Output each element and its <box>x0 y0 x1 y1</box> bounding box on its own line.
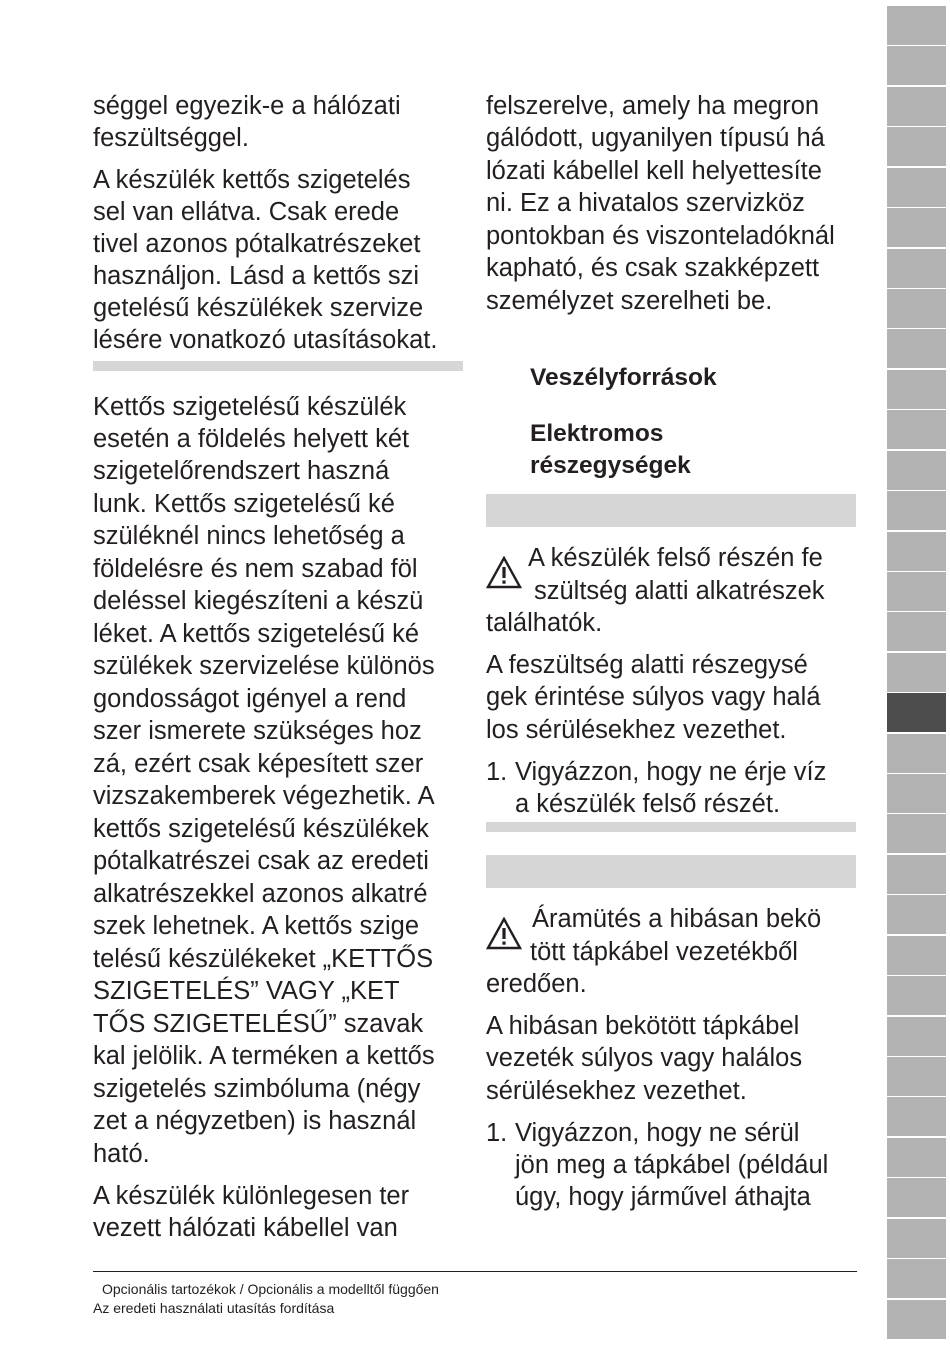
chapter-tab <box>887 1017 946 1056</box>
text-line: gálódott, ugyanilyen típusú há <box>486 124 825 152</box>
text-line: szer ismerete szükséges hoz <box>93 717 422 745</box>
section-band <box>486 494 856 527</box>
warning-text-line: Áramütés a hibásan bekö <box>532 905 822 933</box>
text-line: kapható, és csak szakképzett <box>486 254 820 282</box>
text-line: kettős szigetelésű készülékek <box>93 815 429 843</box>
list-item-line: Vigyázzon, hogy ne sérül <box>515 1119 800 1147</box>
chapter-tab <box>887 774 946 813</box>
chapter-tab-strip <box>887 6 946 1340</box>
chapter-tab <box>887 895 946 934</box>
text-line: kal jelölik. A terméken a kettős <box>93 1042 435 1070</box>
chapter-tab <box>887 1057 946 1096</box>
text-line: személyzet szerelheti be. <box>486 287 773 315</box>
text-line: használjon. Lásd a kettős szi <box>93 262 420 290</box>
chapter-tab <box>887 855 946 894</box>
text-line: léket. A kettős szigetelésű ké <box>93 620 420 648</box>
chapter-tab <box>887 532 946 571</box>
section-heading: Veszélyforrások <box>530 364 717 391</box>
chapter-tab <box>887 936 946 975</box>
chapter-tab <box>887 491 946 530</box>
text-line: pontokban és viszonteladóknál <box>486 222 835 250</box>
chapter-tab <box>887 653 946 692</box>
text-line: szüléknél nincs lehetőség a <box>93 522 405 550</box>
text-line: szigetelőrendszert haszná <box>93 457 390 485</box>
chapter-tab <box>887 1138 946 1177</box>
text-line: szigetelés szimbóluma (négy <box>93 1075 421 1103</box>
text-line: séggel egyezik-e a hálózati <box>93 92 401 120</box>
text-line: zet a négyzetben) is használ <box>93 1107 417 1135</box>
chapter-tab <box>887 734 946 773</box>
text-line: sel van ellátva. Csak erede <box>93 198 400 226</box>
text-line: lózati kábellel kell helyettesíte <box>486 157 822 185</box>
chapter-tab <box>887 451 946 490</box>
text-line: A hibásan bekötött tápkábel <box>486 1012 800 1040</box>
chapter-tab <box>887 127 946 166</box>
text-line: gondosságot igényel a rend <box>93 685 407 713</box>
text-line: zá, ezért csak képesített szer <box>93 750 424 778</box>
list-number: 1. <box>486 1119 508 1147</box>
text-line: ható. <box>93 1140 150 1168</box>
footer-rule <box>93 1271 857 1272</box>
chapter-tab <box>887 1300 946 1339</box>
text-line: ni. Ez a hivatalos szervizköz <box>486 189 805 217</box>
chapter-tab <box>887 814 946 853</box>
text-line: gek érintése súlyos vagy halá <box>486 683 821 711</box>
subsection-heading: Elektromos <box>530 420 664 447</box>
divider-band <box>93 361 463 371</box>
list-item-line: úgy, hogy járművel áthajta <box>515 1183 811 1211</box>
text-line: szülékek szervizelése különös <box>93 652 435 680</box>
text-line: A készülék különlegesen ter <box>93 1182 410 1210</box>
text-line: A feszültség alatti részegysé <box>486 651 808 679</box>
chapter-tab <box>887 168 946 207</box>
text-line: felszerelve, amely ha megron <box>486 92 820 120</box>
chapter-tab-active <box>887 693 946 732</box>
footer-note: Opcionális tartozékok / Opcionális a modelltől függően <box>102 1281 439 1297</box>
text-line: SZIGETELÉS” VAGY „KET <box>93 977 400 1005</box>
list-item-line: Vigyázzon, hogy ne érje víz <box>515 758 827 786</box>
list-item-line: a készülék felső részét. <box>515 790 781 818</box>
chapter-tab <box>887 329 946 368</box>
chapter-tab <box>887 976 946 1015</box>
text-line: vizszakemberek végezhetik. A <box>93 782 435 810</box>
text-line: A készülék kettős szigetelés <box>93 166 411 194</box>
subsection-heading: részegységek <box>530 452 691 479</box>
warning-triangle-icon <box>486 917 522 950</box>
list-item-line: jön meg a tápkábel (például <box>515 1151 829 1179</box>
text-line: vezeték súlyos vagy halálos <box>486 1044 803 1072</box>
text-line: sérülésekhez vezethet. <box>486 1077 747 1105</box>
text-line: alkatrészekkel azonos alkatré <box>93 880 428 908</box>
text-line: deléssel kiegészíteni a készü <box>93 587 424 615</box>
chapter-tab <box>887 1259 946 1298</box>
chapter-tab <box>887 289 946 328</box>
text-line: telésű készülékeket „KETTŐS <box>93 945 434 973</box>
chapter-tab <box>887 572 946 611</box>
section-band <box>486 855 856 888</box>
text-line: lunk. Kettős szigetelésű ké <box>93 490 395 518</box>
chapter-tab <box>887 1219 946 1258</box>
text-line: TŐS SZIGETELÉSŰ” szavak <box>93 1010 424 1038</box>
text-line: tivel azonos pótalkatrészeket <box>93 230 421 258</box>
chapter-tab <box>887 370 946 409</box>
chapter-tab <box>887 208 946 247</box>
text-line: feszültséggel. <box>93 124 249 152</box>
chapter-tab <box>887 87 946 126</box>
divider-band <box>486 822 856 832</box>
text-line: lésére vonatkozó utasításokat. <box>93 326 438 354</box>
footer-note: Az eredeti használati utasítás fordítása <box>93 1300 335 1316</box>
text-line: földelésre és nem szabad föl <box>93 555 418 583</box>
chapter-tab <box>887 410 946 449</box>
text-line: pótalkatrészei csak az eredeti <box>93 847 429 875</box>
chapter-tab <box>887 249 946 288</box>
chapter-tab <box>887 46 946 85</box>
chapter-tab <box>887 612 946 651</box>
warning-text-line: szültség alatti alkatrészek <box>534 577 825 605</box>
warning-text-line: találhatók. <box>486 609 603 637</box>
text-line: szek lehetnek. A kettős szige <box>93 912 420 940</box>
text-line: esetén a földelés helyett két <box>93 425 410 453</box>
list-number: 1. <box>486 758 508 786</box>
warning-text-line: A készülék felső részén fe <box>528 544 823 572</box>
text-line: Kettős szigetelésű készülék <box>93 393 407 421</box>
chapter-tab <box>887 6 946 45</box>
text-line: getelésű készülékek szervize <box>93 294 424 322</box>
warning-text-line: tött tápkábel vezetékből <box>530 938 798 966</box>
text-line: vezett hálózati kábellel van <box>93 1214 398 1242</box>
chapter-tab <box>887 1097 946 1136</box>
chapter-tab <box>887 1178 946 1217</box>
warning-text-line: eredően. <box>486 970 587 998</box>
warning-triangle-icon <box>486 556 522 589</box>
text-line: los sérülésekhez vezethet. <box>486 716 787 744</box>
